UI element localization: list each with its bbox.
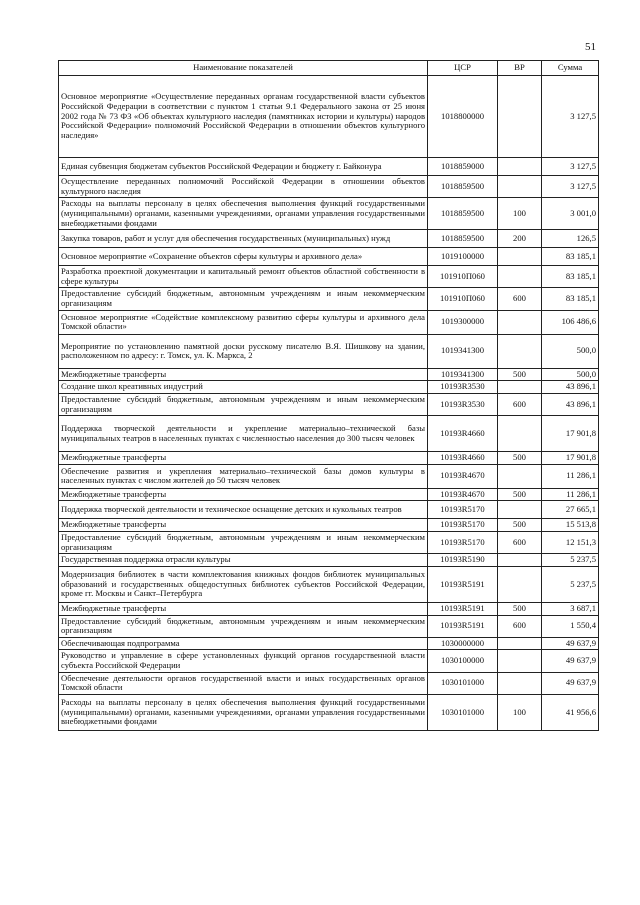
cell-vr [498,310,542,334]
table-row [59,602,599,615]
cell-csr: 10193R5191 [428,615,498,637]
table-row [59,615,599,637]
cell-name: Государственная поддержка отрасли культуры [59,554,428,567]
cell-name: Основное мероприятие «Осуществление переданных органам государственной власти субъектов Российской Федерации в соответствии с пунктом 1 статьи 9.1 Федерального закона от 25 июня 2002 года № 73 ФЗ «Об объектах культурного наследия (памятниках истории и культуры) народов Российской Федерации» полномочий Российской Федерации в отношении объектов культурного наследия» [59,76,428,158]
cell-name: Обеспечение развития и укрепления материально–технической базы домов культуры в населенных пунктах с числом жителей до 50 тысяч человек [59,464,428,488]
cell-name: Межбюджетные трансферты [59,602,428,615]
cell-vr [498,566,542,602]
table-row [59,416,599,452]
cell-csr: 1019300000 [428,310,498,334]
table-row [59,650,599,672]
cell-sum: 126,5 [542,230,599,248]
table-row [59,334,599,368]
cell-csr: 1019341300 [428,334,498,368]
cell-sum: 41 956,6 [542,694,599,730]
cell-vr [498,176,542,198]
cell-sum: 27 665,1 [542,501,599,519]
table-row [59,637,599,650]
table-row [59,230,599,248]
cell-sum: 5 237,5 [542,554,599,567]
table-header-row [59,61,599,76]
cell-csr: 10193R4670 [428,464,498,488]
cell-csr: 10193R4670 [428,488,498,501]
cell-vr: 600 [498,615,542,637]
cell-name: Обеспечение деятельности органов государственной власти и иных государственных органов Томской области [59,672,428,694]
cell-sum: 43 896,1 [542,393,599,415]
table-body [59,76,599,731]
cell-name: Предоставление субсидий бюджетным, автономным учреждениям и иным некоммерческим организациям [59,532,428,554]
cell-vr: 500 [498,368,542,381]
cell-sum: 17 901,8 [542,452,599,465]
table-row [59,566,599,602]
table-row [59,554,599,567]
cell-vr: 100 [498,694,542,730]
cell-sum: 49 637,9 [542,637,599,650]
cell-sum: 83 185,1 [542,248,599,266]
cell-vr [498,266,542,288]
cell-name: Межбюджетные трансферты [59,488,428,501]
table-row [59,694,599,730]
table-row [59,158,599,176]
cell-csr: 10193R5170 [428,532,498,554]
table-row [59,310,599,334]
cell-csr: 10193R3530 [428,381,498,394]
cell-vr: 600 [498,393,542,415]
cell-sum: 49 637,9 [542,650,599,672]
cell-csr: 10193R4660 [428,452,498,465]
cell-name: Мероприятие по установлению памятной доски русскому писателю В.Я. Шишкову на здании, расположенном по адресу: г. Томск, ул. К. Маркса, 2 [59,334,428,368]
cell-sum: 11 286,1 [542,488,599,501]
cell-name: Поддержка творческой деятельности и укрепление материально–технической базы муниципальных театров в населенных пунктах с численностью населения до 300 тысяч человек [59,416,428,452]
cell-vr: 600 [498,532,542,554]
cell-csr: 10193R4660 [428,416,498,452]
budget-table [58,60,599,731]
cell-csr: 1030100000 [428,650,498,672]
cell-csr: 1018859500 [428,198,498,230]
cell-sum: 3 127,5 [542,76,599,158]
cell-csr: 1030101000 [428,672,498,694]
cell-name: Расходы на выплаты персоналу в целях обеспечения выполнения функций государственными (муниципальными) органами, казенными учреждениями, органами управления государственными внебюджетными фондами [59,694,428,730]
cell-csr: 10193R5190 [428,554,498,567]
cell-csr: 1019100000 [428,248,498,266]
cell-name: Предоставление субсидий бюджетным, автономным учреждениям и иным некоммерческим организациям [59,615,428,637]
cell-sum: 15 513,8 [542,519,599,532]
cell-vr [498,650,542,672]
cell-csr: 1030101000 [428,694,498,730]
cell-vr [498,501,542,519]
cell-vr: 500 [498,488,542,501]
cell-name: Осуществление переданных полномочий Российской Федерации в отношении объектов культурного наследия [59,176,428,198]
cell-csr: 1018859000 [428,158,498,176]
cell-sum: 1 550,4 [542,615,599,637]
page-number: 51 [585,41,596,53]
cell-name: Предоставление субсидий бюджетным, автономным учреждениям и иным некоммерческим организациям [59,288,428,310]
cell-sum: 11 286,1 [542,464,599,488]
header-sum: Сумма [542,61,599,76]
cell-sum: 106 486,6 [542,310,599,334]
cell-sum: 49 637,9 [542,672,599,694]
header-name: Наименование показателей [59,61,428,76]
cell-name: Межбюджетные трансферты [59,368,428,381]
table-row [59,519,599,532]
cell-sum: 17 901,8 [542,416,599,452]
cell-sum: 3 127,5 [542,158,599,176]
cell-sum: 3 687,1 [542,602,599,615]
cell-name: Межбюджетные трансферты [59,519,428,532]
cell-csr: 1018859500 [428,176,498,198]
cell-name: Основное мероприятие «Сохранение объектов сферы культуры и архивного дела» [59,248,428,266]
table-row [59,464,599,488]
cell-vr [498,554,542,567]
table-row [59,381,599,394]
cell-vr: 500 [498,519,542,532]
table-row [59,176,599,198]
cell-name: Руководство и управление в сфере установленных функций органов государственной власти субъекта Российской Федерации [59,650,428,672]
cell-name: Расходы на выплаты персоналу в целях обеспечения выполнения функций государственными (муниципальными) органами, казенными учреждениями, органами управления государственными внебюджетными фондами [59,198,428,230]
cell-sum: 5 237,5 [542,566,599,602]
table-row [59,368,599,381]
cell-csr: 10193R5170 [428,501,498,519]
cell-csr: 10193R5170 [428,519,498,532]
cell-sum: 500,0 [542,334,599,368]
table-row [59,288,599,310]
cell-vr [498,334,542,368]
header-csr: ЦСР [428,61,498,76]
table-row [59,198,599,230]
cell-sum: 3 001,0 [542,198,599,230]
cell-csr: 101910П060 [428,288,498,310]
cell-sum: 3 127,5 [542,176,599,198]
cell-vr: 500 [498,602,542,615]
cell-name: Закупка товаров, работ и услуг для обеспечения государственных (муниципальных) нужд [59,230,428,248]
cell-vr [498,464,542,488]
table-row [59,488,599,501]
cell-csr: 101910П060 [428,266,498,288]
table-row [59,393,599,415]
cell-name: Межбюджетные трансферты [59,452,428,465]
cell-sum: 83 185,1 [542,288,599,310]
table-row [59,452,599,465]
cell-vr [498,672,542,694]
cell-sum: 83 185,1 [542,266,599,288]
cell-name: Модернизация библиотек в части комплектования книжных фондов библиотек муниципальных образований и государственных общедоступных библиотек субъектов Российской Федерации, кроме гг. Москвы и Санкт–Петербурга [59,566,428,602]
table-row [59,532,599,554]
cell-csr: 1019341300 [428,368,498,381]
cell-csr: 10193R5191 [428,566,498,602]
cell-name: Обеспечивающая подпрограмма [59,637,428,650]
table-row [59,76,599,158]
cell-vr: 100 [498,198,542,230]
cell-csr: 10193R5191 [428,602,498,615]
cell-vr [498,416,542,452]
table-row [59,672,599,694]
cell-vr: 200 [498,230,542,248]
cell-csr: 1030000000 [428,637,498,650]
header-vr: ВР [498,61,542,76]
cell-name: Создание школ креативных индустрий [59,381,428,394]
cell-vr [498,76,542,158]
cell-vr: 600 [498,288,542,310]
cell-sum: 43 896,1 [542,381,599,394]
cell-vr: 500 [498,452,542,465]
cell-sum: 500,0 [542,368,599,381]
cell-vr [498,637,542,650]
cell-name: Предоставление субсидий бюджетным, автономным учреждениям и иным некоммерческим организациям [59,393,428,415]
cell-name: Разработка проектной документации и капитальный ремонт объектов областной собственности в сфере культуры [59,266,428,288]
cell-vr [498,158,542,176]
table-row [59,501,599,519]
cell-sum: 12 151,3 [542,532,599,554]
cell-name: Единая субвенция бюджетам субъектов Российской Федерации и бюджету г. Байконура [59,158,428,176]
cell-vr [498,248,542,266]
cell-name: Основное мероприятие «Содействие комплексному развитию сферы культуры и архивного дела Томской области» [59,310,428,334]
cell-vr [498,381,542,394]
cell-csr: 1018859500 [428,230,498,248]
cell-csr: 10193R3530 [428,393,498,415]
table-row [59,266,599,288]
cell-name: Поддержка творческой деятельности и техническое оснащение детских и кукольных театров [59,501,428,519]
table-row [59,248,599,266]
cell-csr: 1018800000 [428,76,498,158]
